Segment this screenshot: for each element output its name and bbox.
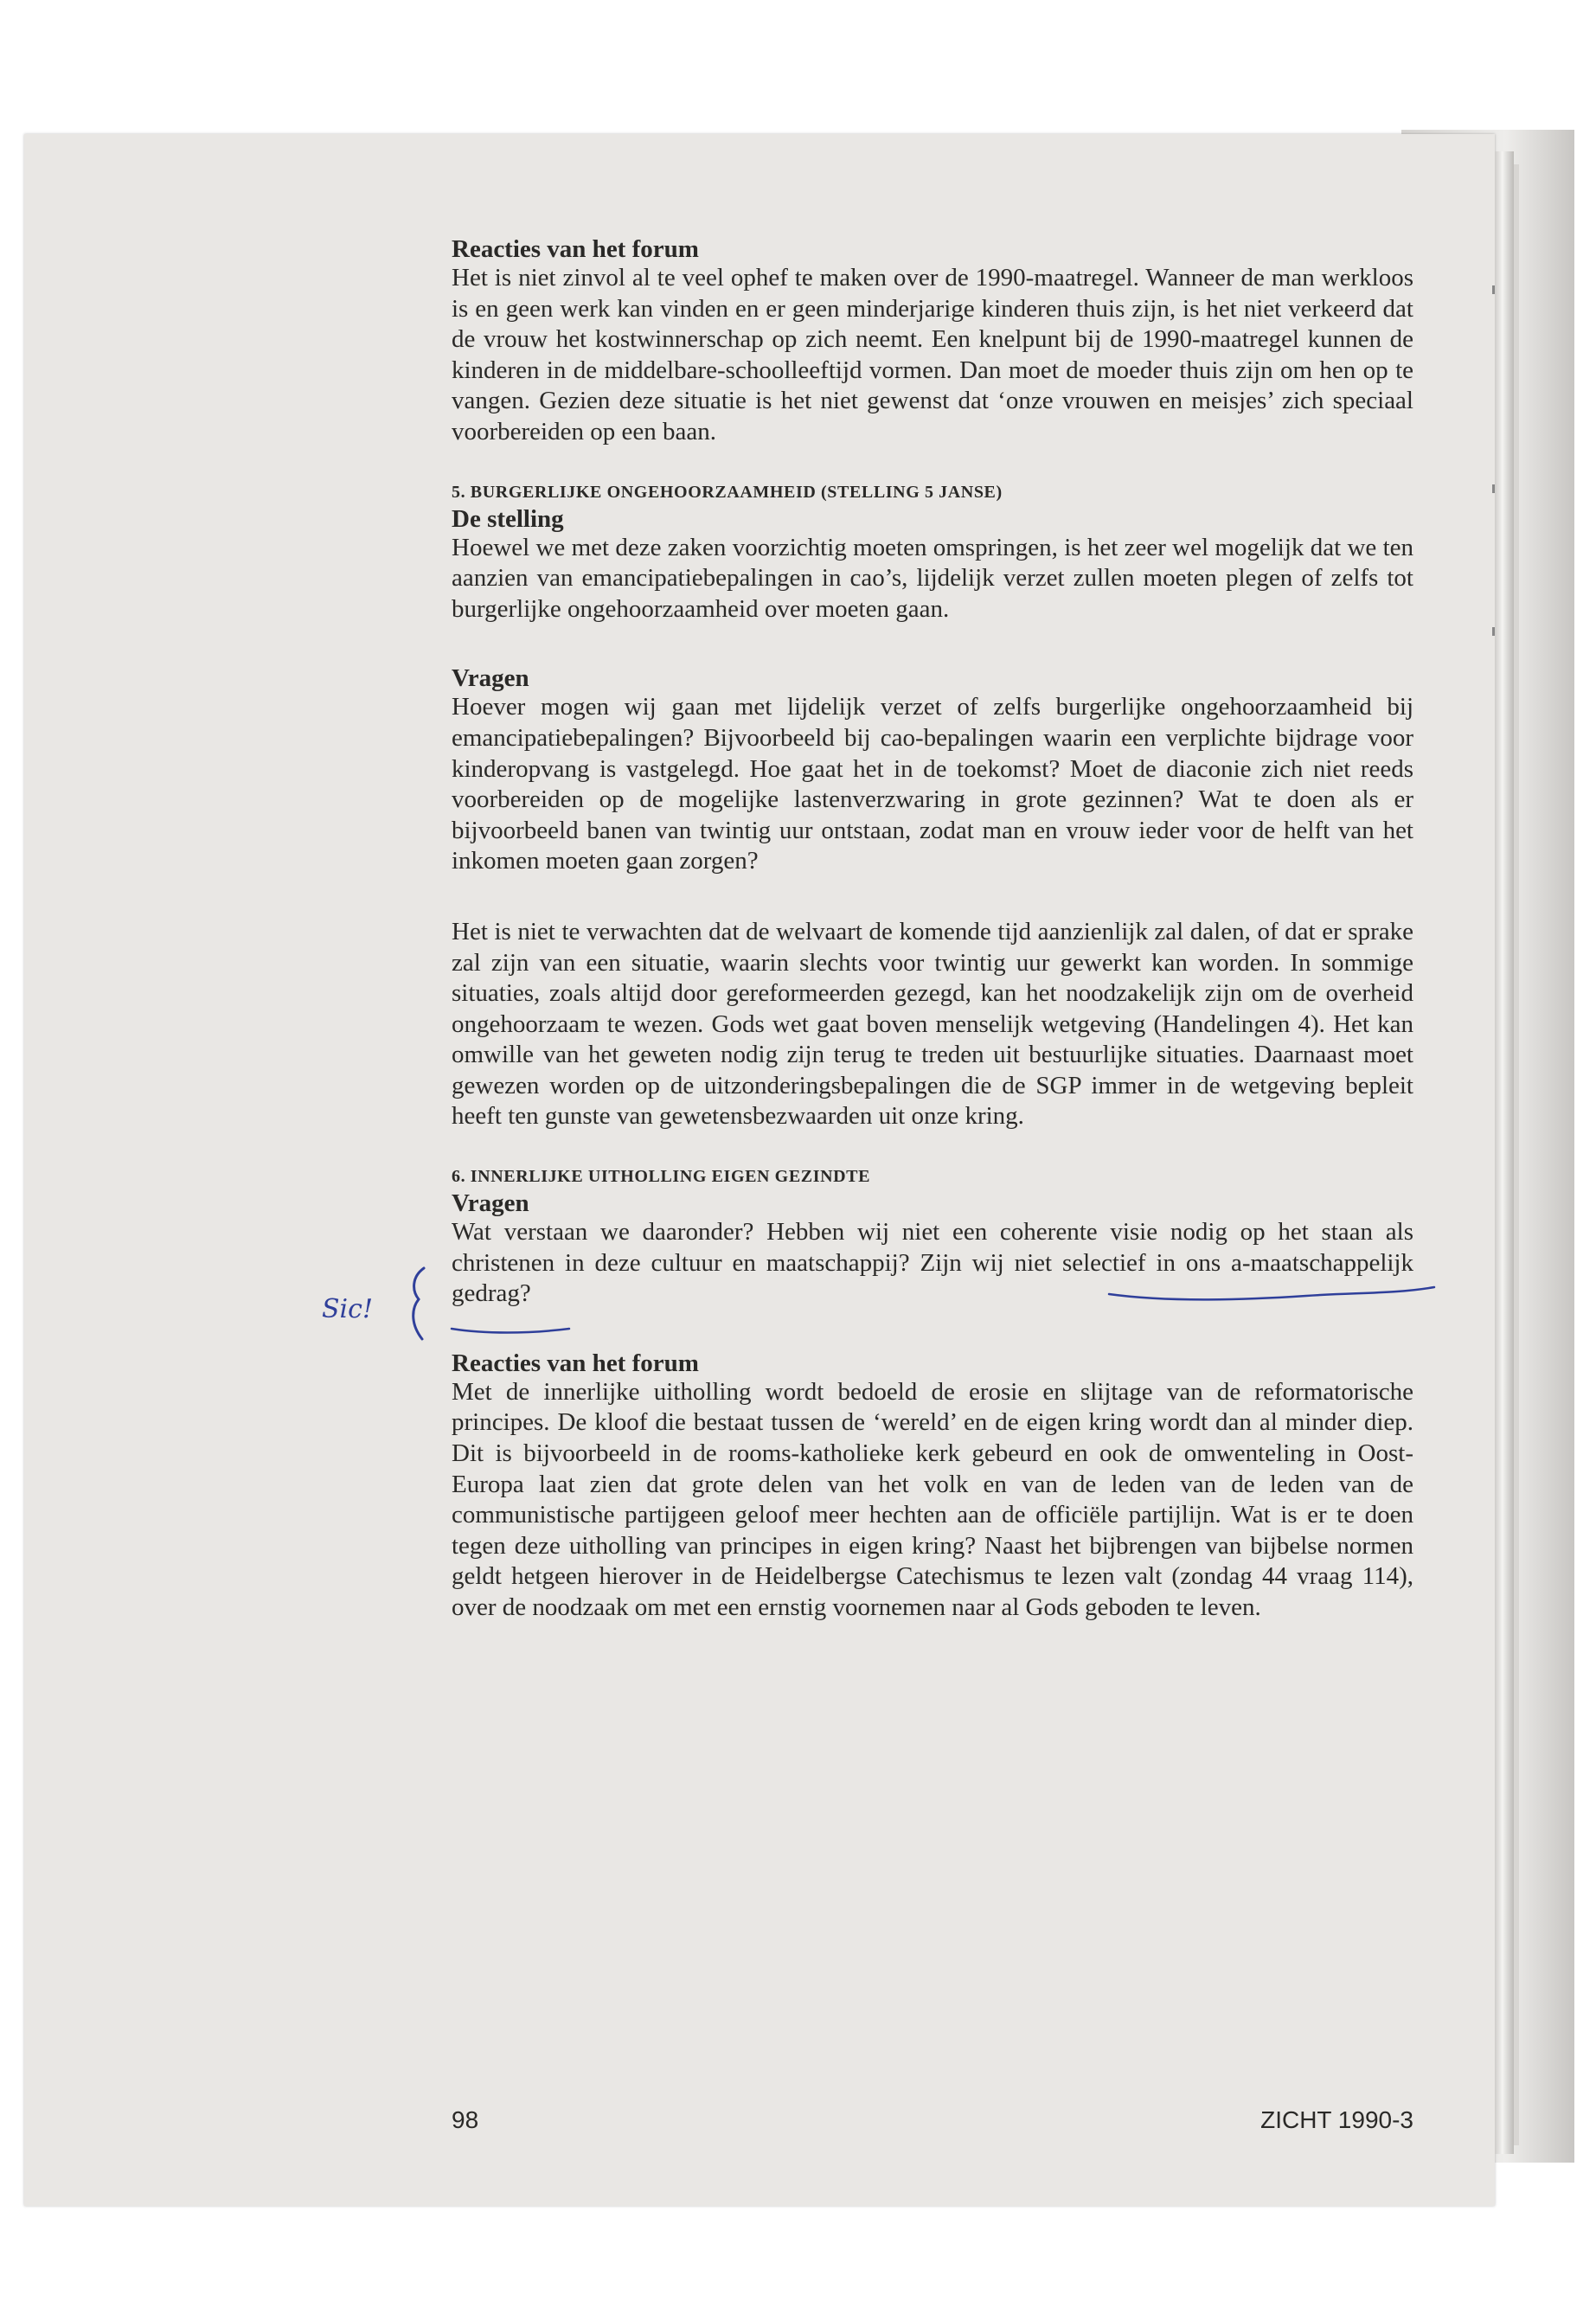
edge-mark: [1492, 285, 1495, 294]
vragen-heading-5: Vragen: [452, 664, 529, 693]
page-number: 98: [452, 2106, 479, 2133]
forum-heading-1: Reacties van het forum: [452, 235, 699, 263]
answer-text-5: Het is niet te verwachten dat de welvaart de komende tijd aanzienlijk zal dalen, of dat er sprake zal zijn van een situatie, waarin slechts voor twintig uur gewerkt kan worden. In sommige situaties, zoals altijd door gereformeerden gezegd, kan het noodzakelijk zijn om de overheid ongehoorzaam te wezen. Gods wet gaat boven menselijk wetgeving (Handelingen 4). Het kan omwille van het geweten nodig zijn terug te treden uit bestuurlijke situaties. Daarnaast moet gewezen worden op de uitzonderingsbepalingen die de SGP immer in de wetgeving bepleit heeft ten gunste van gewetensbezwaarden uit onze kring.: [452, 917, 1413, 1131]
article-body: [452, 235, 1413, 1624]
forum-text-2: Met de innerlijke uitholling wordt bedoeld de erosie en slijtage van de reformatorische principes. De kloof die bestaat tussen de ‘wereld’ en de eigen kring wordt dan al minder diep. Dit is bijvoorbeeld in de rooms-katholieke kerk gebeurd en ook de omwenteling in Oost-Europa laat zien dat grote delen van het volk en van de leden van de leden van de communistische partijgeen geloof meer hechten aan de officiële partijlijn. Wat is er te doen tegen deze uitholling van principes in eigen kring? Naast het bijbrengen van bijbelse normen geldt hetgeen hierover in de Heidelbergse Catechismus te lezen valt (zondag 44 vraag 114), over de noodzaak om met een ernstig voornemen naar al Gods geboden te leven.: [452, 1377, 1413, 1621]
forum-text-1: Het is niet zinvol al te veel ophef te maken over de 1990-maatregel. Wanneer de man werkloos is en geen werk kan vinden en er geen minderjarige kinderen thuis zijn, is het niet verkeerd dat de vrouw het kostwinnerschap op zich neemt. Een knelpunt bij de 1990-maatregel kunnen de kinderen in de middelbare-schoolleeftijd vormen. Dan moet de moeder thuis zijn om hen op te vangen. Gezien deze situatie is het niet gewenst dat ‘onze vrouwen en meisjes’ zich speciaal voorbereiden op een baan.: [452, 264, 1413, 445]
handwritten-underline-2: [450, 1322, 571, 1339]
vragen-text-5: Hoever mogen wij gaan met lijdelijk verzet of zelfs burgerlijke ongehoorzaamheid bij emancipatiebepalingen? Bijvoorbeeld bij cao-bepalingen waarin een verplichte bijdrage voor kinderopvang is vastgelegd. Hoe gaat het in de toekomst? Moet de diaconie zich niet reeds voorbereiden op de mogelijke lastenverzwaring in grote gezinnen? Wat te doen als er bijvoorbeeld banen van twintig uur ontstaan, zodat man en vrouw ieder voor de helft van het inkomen moeten gaan zorgen?: [452, 693, 1413, 875]
publication-label: ZICHT 1990-3: [1260, 2106, 1413, 2133]
edge-mark: [1492, 484, 1495, 493]
section-5-heading: 5. BURGERLIJKE ONGEHOORZAAMHEID (STELLING 5 JANSE): [452, 482, 1003, 502]
sic-note: Sic!: [322, 1294, 374, 1324]
page-edge: [1495, 151, 1514, 2154]
book-spine-edge: [1514, 164, 1519, 2145]
forum-heading-2: Reacties van het forum: [452, 1349, 699, 1377]
section-6-heading: 6. INNERLIJKE UITHOLLING EIGEN GEZINDTE: [452, 1167, 871, 1187]
edge-mark: [1492, 627, 1495, 636]
vragen-text-6: Wat verstaan we daaronder? Hebben wij niet een coherente visie nodig op het staan als christenen in deze cultuur en maatschappij? Zijn wij niet selectief in ons a-maatschappelijk gedrag?: [452, 1218, 1413, 1308]
handwritten-underline: [1107, 1282, 1436, 1308]
stelling-heading: De stelling: [452, 504, 564, 533]
vragen-heading-6: Vragen: [452, 1189, 529, 1218]
handwritten-margin-note: [322, 1261, 443, 1348]
stelling-text: Hoewel we met deze zaken voorzichtig moeten omspringen, is het zeer wel mogelijk dat we ten aanzien van emancipatiebepalingen in cao’s, lijdelijk verzet zullen moeten plegen of zelfs tot burgerlijke ongehoorzaamheid over moeten gaan.: [452, 533, 1413, 623]
